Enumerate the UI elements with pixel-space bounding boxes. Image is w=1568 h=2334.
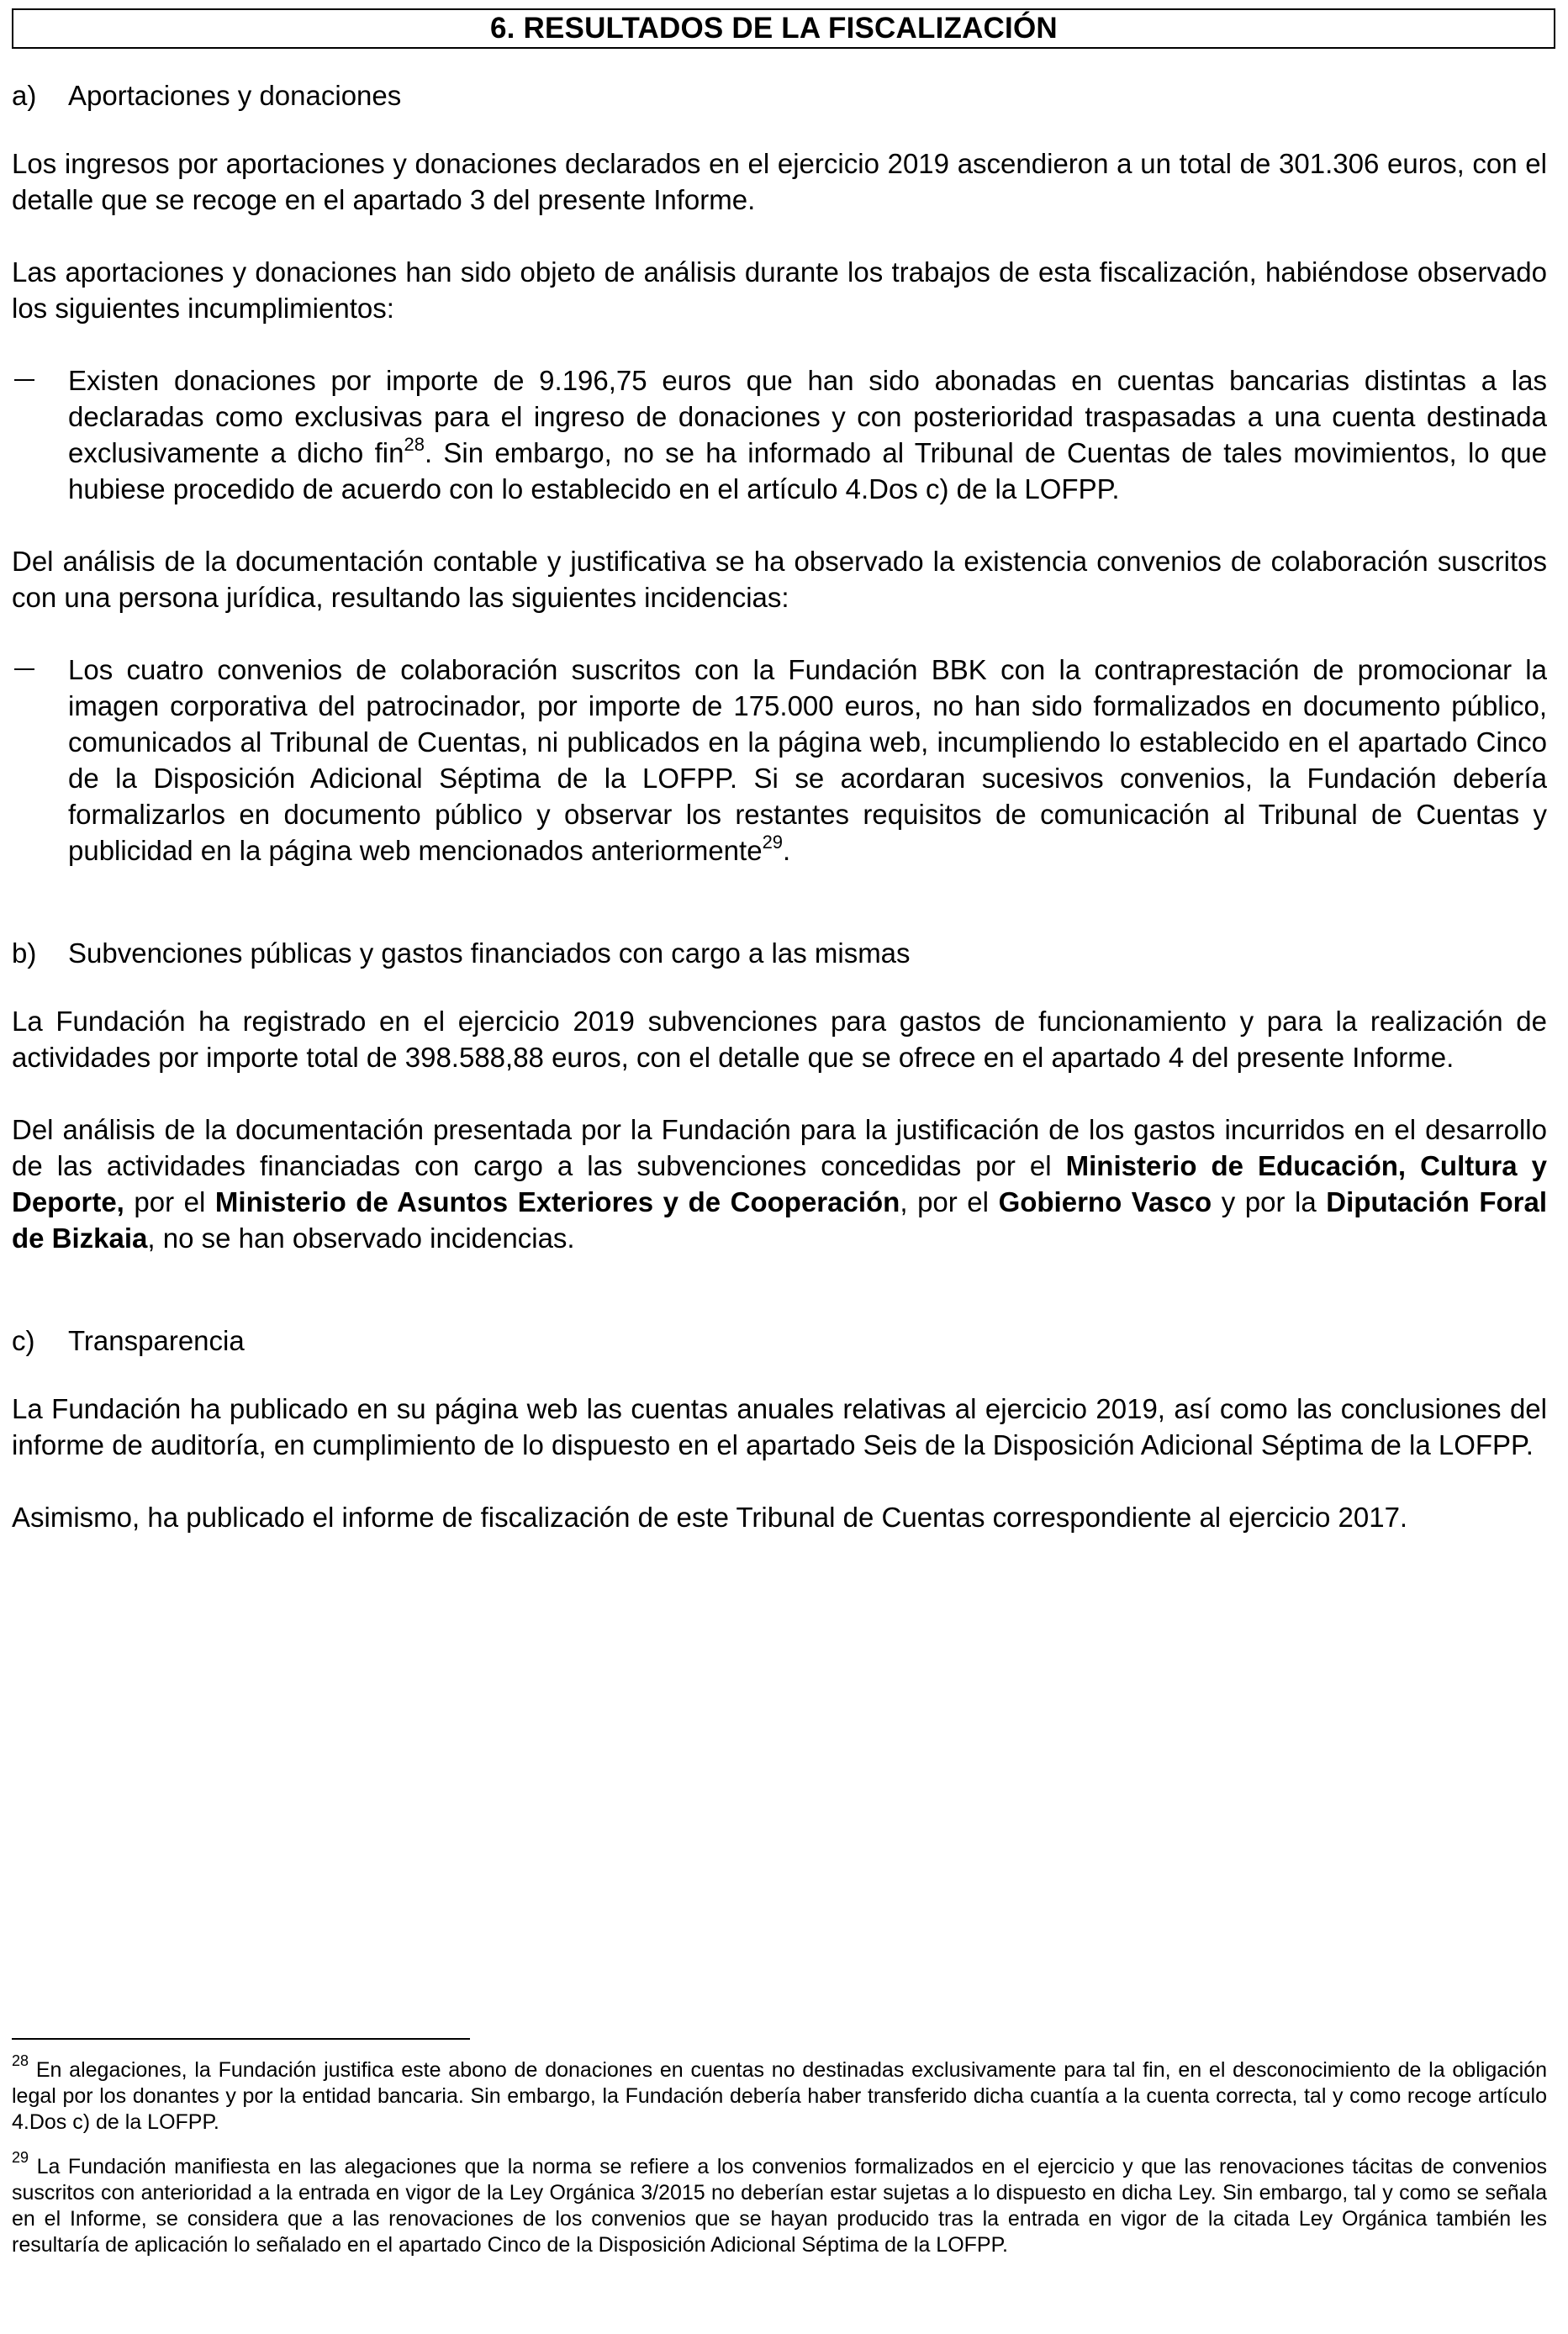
subsection-c-label: c) <box>12 1325 35 1356</box>
subsection-a-title: Aportaciones y donaciones <box>68 80 402 111</box>
subsection-c-heading <box>12 1323 1547 1359</box>
paragraph: La Fundación ha registrado en el ejercicio 2019 subvenciones para gastos de funcionamiento y para la realización de actividades por importe total de 398.588,88 euros, con el detalle que se ofrece en el apartado 4 del presente Informe. <box>12 1006 1547 1073</box>
paragraph: Las aportaciones y donaciones han sido objeto de análisis durante los trabajos de esta fiscalización, habiéndose observado los siguientes incumplimientos: <box>12 256 1547 324</box>
list-item-text: Los cuatro convenios de colaboración suscritos con la Fundación BBK con la contraprestación de promocionar la imagen corporativa del patrocinador, por importe de 175.000 euros, no han sido formalizados en documento público, comunicados al Tribunal de Cuentas, ni publicados en la página web, incumpliendo lo establecido en el apartado Cinco de la Disposición Adicional Séptima de la LOFPP. Si se acordaran sucesivos convenios, la Fundación debería formalizarlos en documento público y observar los restantes requisitos de comunicación al Tribunal de Cuentas y publicidad en la página web mencionados anteriormente$^{29}$. <box>68 654 1547 866</box>
footnote-ref[interactable]: 28 <box>404 434 425 455</box>
subsection-b-title: Subvenciones públicas y gastos financiados con cargo a las mismas <box>68 937 911 969</box>
subsection-a-heading <box>12 77 1547 114</box>
footnote-ref[interactable]: 29 <box>762 832 784 853</box>
paragraph: Del análisis de la documentación presentada por la Fundación para la justificación de los gastos incurridos en el desarrollo de las actividades financiadas con cargo a las subvenciones concedidas por el Ministerio de Educación, Cultura y Deporte, por el Ministerio de Asuntos Exteriores y de Cooperación, por el Gobierno Vasco y por la Diputación Foral de Bizkaia, no se han observado incidencias. <box>12 1114 1548 1254</box>
section-title: 6. RESULTADOS DE LA FISCALIZACIÓN <box>490 12 1058 45</box>
paragraph: Del análisis de la documentación contable y justificativa se ha observado la existencia convenios de colaboración suscritos con una persona jurídica, resultando las siguientes incidencias: <box>12 546 1547 613</box>
subsection-a-label: a) <box>12 80 37 111</box>
paragraph: Los ingresos por aportaciones y donaciones declarados en el ejercicio 2019 ascendieron a un total de 301.306 euros, con el detalle que se recoge en el apartado 3 del presente Informe. <box>12 148 1547 215</box>
list-item <box>12 362 1547 507</box>
footnote-29: $^{29}$ La Fundación manifiesta en las alegaciones que la norma se refiere a los convenios formalizados en el ejercicio y que las renovaciones tácitas de convenios suscritos con anterioridad a la entrada en vigor de la Ley Orgánica 3/2015 no deberían estar sujetas a lo dispuesto en dicha Ley. Sin embargo, tal y como se señala en el Informe, se considera que a las renovaciones de los convenios que se hayan producido tras la entrada en vigor de la citada Ley Orgánica también les resultaría de aplicación lo señalado en el apartado Cinco de la Disposición Adicional Séptima de la LOFPP. <box>12 2148 1547 2257</box>
dash-bullet-icon <box>12 652 68 869</box>
paragraph: La Fundación ha publicado en su página web las cuentas anuales relativas al ejercicio 2019, así como las conclusiones del informe de auditoría, en cumplimiento de lo dispuesto en el apartado Seis de la Disposición Adicional Séptima de la LOFPP. <box>12 1393 1547 1460</box>
footnote-28: $^{28}$ En alegaciones, la Fundación justifica este abono de donaciones en cuentas no destinadas exclusivamente para tal fin, en el desconocimiento de la obligación legal por los donantes y por la entidad bancaria. Sin embargo, la Fundación debería haber transferido dicha cuantía a la cuenta correcta, tal y como recoge artículo 4.Dos c) de la LOFPP. <box>12 2051 1547 2134</box>
paragraph: Asimismo, ha publicado el informe de fiscalización de este Tribunal de Cuentas correspondiente al ejercicio 2017. <box>12 1502 1408 1533</box>
list-item <box>12 652 1547 869</box>
footnote-divider <box>12 2038 470 2040</box>
body-text <box>12 77 1547 1535</box>
section-header-box <box>12 8 1555 49</box>
footnotes <box>12 2051 1547 2258</box>
subsection-b-label: b) <box>12 937 37 969</box>
list-item-text: Existen donaciones por importe de 9.196,75 euros que han sido abonadas en cuentas bancarias distintas a las declaradas como exclusivas para el ingreso de donaciones y con posterioridad traspasadas a una cuenta destinada exclusivamente a dicho fin$^{28}$. Sin embargo, no se ha informado al Tribunal de Cuentas de tales movimientos, lo que hubiese procedido de acuerdo con lo establecido en el artículo 4.Dos c) de la LOFPP. <box>68 365 1548 504</box>
subsection-c-title: Transparencia <box>68 1325 245 1356</box>
dash-bullet-icon <box>12 362 68 507</box>
subsection-b-heading <box>12 935 1547 971</box>
